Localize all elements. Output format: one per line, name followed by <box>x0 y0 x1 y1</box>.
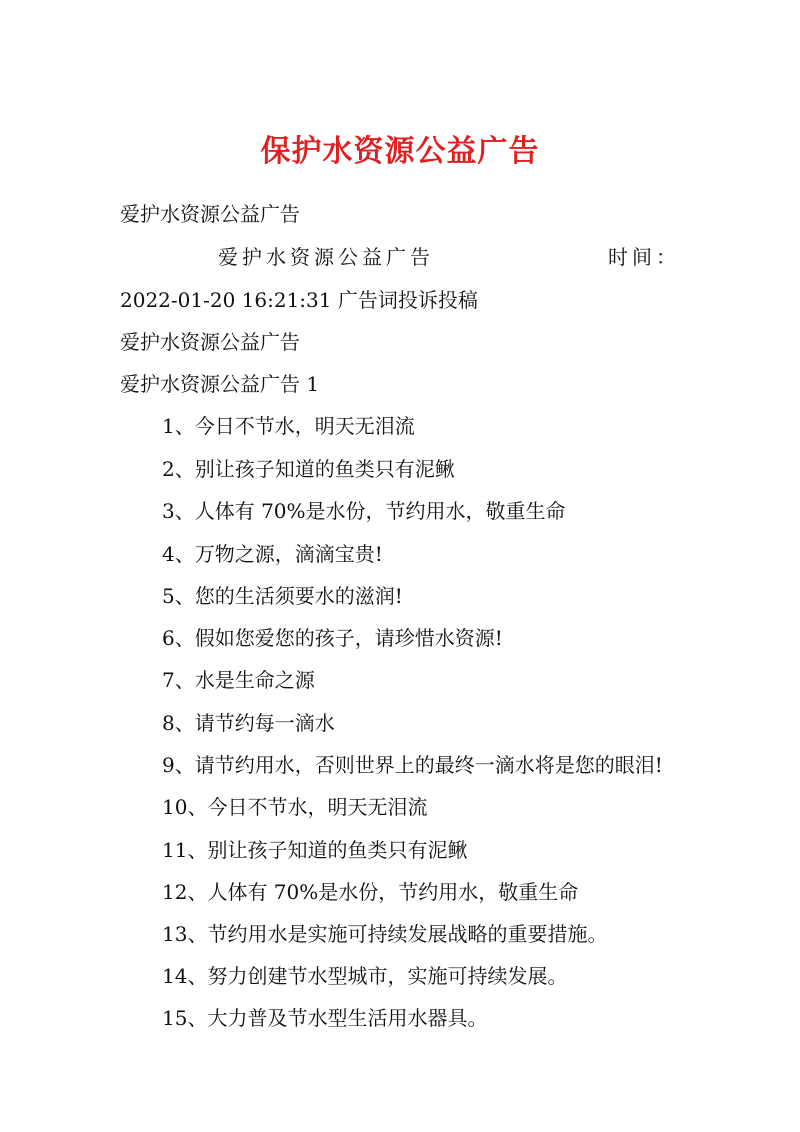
list-item: 6、假如您爱您的孩子，请珍惜水资源! <box>162 626 503 650</box>
list-item: 2、别让孩子知道的鱼类只有泥鳅 <box>162 457 455 481</box>
list-item: 12、人体有 70%是水份，节约用水，敬重生命 <box>162 880 579 904</box>
list-item: 11、别让孩子知道的鱼类只有泥鳅 <box>162 838 468 862</box>
list-item: 13、节约用水是实施可持续发展战略的重要措施。 <box>162 922 608 946</box>
document-title: 保护水资源公益广告 <box>260 134 540 169</box>
section-heading: 爱护水资源公益广告 1 <box>120 372 320 396</box>
list-item: 5、您的生活须要水的滋润! <box>162 584 403 608</box>
header-time-label: 时间： <box>608 245 680 269</box>
intro-line: 爱护水资源公益广告 <box>120 202 300 226</box>
list-item: 15、大力普及节水型生活用水器具。 <box>162 1006 488 1030</box>
list-item: 8、请节约每一滴水 <box>162 711 335 735</box>
meta-line: 2022-01-20 16:21:31 广告词投诉投稿 <box>120 288 478 312</box>
list-item: 3、人体有 70%是水份，节约用水，敬重生命 <box>162 499 566 523</box>
list-item: 14、努力创建节水型城市，实施可持续发展。 <box>162 964 568 988</box>
sub-heading: 爱护水资源公益广告 <box>120 330 300 354</box>
list-item: 10、今日不节水，明天无泪流 <box>162 795 428 819</box>
header-title: 爱护水资源公益广告 <box>218 245 434 269</box>
list-item: 9、请节约用水，否则世界上的最终一滴水将是您的眼泪! <box>162 753 663 777</box>
list-item: 4、万物之源，滴滴宝贵! <box>162 542 383 566</box>
list-item: 7、水是生命之源 <box>162 668 315 692</box>
list-item: 1、今日不节水，明天无泪流 <box>162 414 415 438</box>
